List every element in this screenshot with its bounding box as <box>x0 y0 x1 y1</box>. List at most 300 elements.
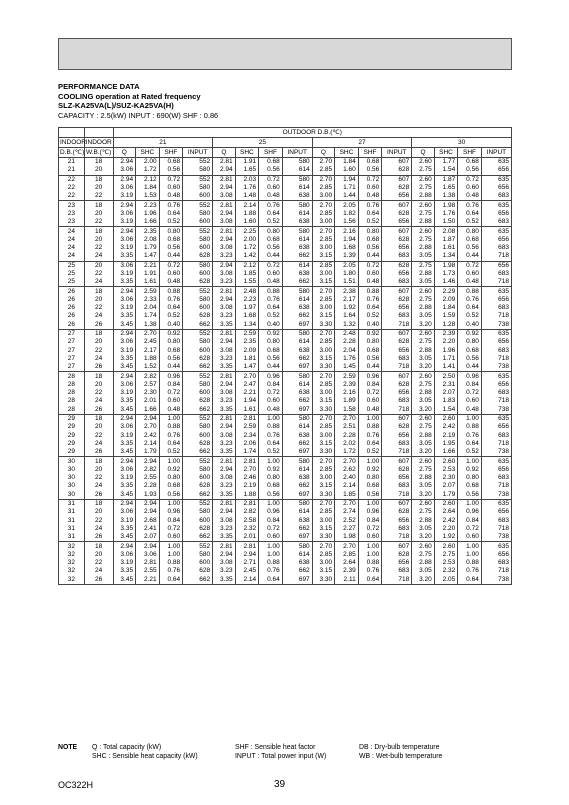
value-cell: 2.70 <box>312 542 334 551</box>
value-cell: 3.06 <box>113 184 135 192</box>
value-cell: 628 <box>382 296 412 304</box>
value-cell: 1.00 <box>259 414 283 423</box>
value-cell: 614 <box>282 261 312 270</box>
note-shc: SHC : Sensible heat capacity (kW) <box>92 753 198 760</box>
value-cell: 3.15 <box>312 312 334 320</box>
value-cell: 1.72 <box>136 166 160 175</box>
value-cell: 718 <box>481 252 511 261</box>
value-cell: 0.72 <box>159 525 183 533</box>
wb-cell: 18 <box>84 542 113 551</box>
wb-cell: 26 <box>84 448 113 457</box>
value-cell: 0.96 <box>358 372 382 381</box>
value-cell: 2.38 <box>335 287 359 296</box>
value-cell: 0.56 <box>259 355 283 363</box>
db-cell: 28 <box>59 381 85 389</box>
value-cell: 0.88 <box>458 559 482 567</box>
value-cell: 1.72 <box>335 448 359 457</box>
value-cell: 607 <box>382 287 412 296</box>
value-cell: 2.60 <box>434 457 458 466</box>
value-cell: 580 <box>183 184 213 192</box>
value-cell: 2.94 <box>113 329 135 338</box>
value-cell: 1.00 <box>159 457 183 466</box>
db-cell: 23 <box>59 201 85 210</box>
model-name: SLZ-KA25VA(L)/SUZ-KA25VA(H) <box>58 101 174 111</box>
value-cell: 718 <box>382 321 412 330</box>
wb-cell: 24 <box>84 252 113 261</box>
value-cell: 3.15 <box>312 278 334 287</box>
value-cell: 0.52 <box>358 312 382 320</box>
value-cell: 718 <box>382 576 412 585</box>
value-cell: 635 <box>481 227 511 236</box>
value-cell: 1.94 <box>235 397 259 405</box>
wb-cell: 18 <box>84 414 113 423</box>
value-cell: 0.52 <box>159 448 183 457</box>
table-row <box>59 312 512 320</box>
value-cell: 683 <box>481 474 511 482</box>
wb-cell: 18 <box>84 499 113 508</box>
value-cell: 635 <box>481 158 511 167</box>
table-row <box>59 440 512 448</box>
wb-cell: 20 <box>84 166 113 175</box>
value-cell: 3.35 <box>213 363 235 372</box>
db-cell: 29 <box>59 423 85 431</box>
value-cell: 3.35 <box>113 482 135 490</box>
value-cell: 3.20 <box>412 448 434 457</box>
value-cell: 628 <box>382 184 412 192</box>
table-row <box>59 363 512 372</box>
value-cell: 3.35 <box>113 355 135 363</box>
value-cell: 2.81 <box>213 175 235 184</box>
value-cell: 2.75 <box>412 508 434 516</box>
value-cell: 2.09 <box>235 347 259 355</box>
value-cell: 600 <box>183 270 213 278</box>
value-cell: 0.64 <box>159 576 183 585</box>
wb-cell: 24 <box>84 355 113 363</box>
db-cell: 32 <box>59 559 85 567</box>
value-cell: 3.23 <box>213 482 235 490</box>
value-cell: 2.01 <box>136 397 160 405</box>
value-cell: 1.00 <box>458 551 482 559</box>
value-cell: 2.75 <box>412 236 434 244</box>
value-cell: 1.87 <box>434 236 458 244</box>
value-cell: 580 <box>183 210 213 218</box>
value-cell: 1.59 <box>434 312 458 320</box>
value-cell: 1.71 <box>335 184 359 192</box>
value-cell: 1.83 <box>434 397 458 405</box>
value-cell: 628 <box>382 381 412 389</box>
value-cell: 718 <box>382 406 412 415</box>
value-cell: 580 <box>183 551 213 559</box>
value-cell: 1.60 <box>235 218 259 227</box>
value-cell: 2.81 <box>213 372 235 381</box>
value-cell: 0.52 <box>458 448 482 457</box>
value-cell: 718 <box>481 355 511 363</box>
value-cell: 1.00 <box>159 414 183 423</box>
db-cell: 30 <box>59 466 85 474</box>
value-cell: 662 <box>183 406 213 415</box>
value-cell: 0.56 <box>159 491 183 500</box>
value-cell: 3.35 <box>113 440 135 448</box>
value-cell: 628 <box>183 567 213 575</box>
value-cell: 3.45 <box>113 448 135 457</box>
value-cell: 3.23 <box>213 252 235 261</box>
value-cell: 683 <box>481 304 511 312</box>
value-cell: 3.45 <box>113 321 135 330</box>
value-cell: 2.85 <box>335 551 359 559</box>
value-cell: 3.19 <box>113 270 135 278</box>
value-cell: 0.60 <box>159 184 183 192</box>
value-cell: 1.96 <box>136 210 160 218</box>
value-cell: 3.08 <box>213 192 235 201</box>
value-cell: 2.04 <box>136 304 160 312</box>
value-cell: 2.07 <box>136 533 160 542</box>
value-cell: 2.81 <box>235 499 259 508</box>
value-cell: 1.39 <box>335 252 359 261</box>
wb-cell: 22 <box>84 304 113 312</box>
value-cell: 3.20 <box>412 321 434 330</box>
value-cell: 2.20 <box>434 338 458 346</box>
value-cell: 0.40 <box>159 321 183 330</box>
value-cell: 635 <box>481 175 511 184</box>
db-cell: 32 <box>59 551 85 559</box>
value-cell: 580 <box>282 329 312 338</box>
value-cell: 0.76 <box>159 432 183 440</box>
header-row-temps <box>59 138 512 148</box>
value-cell: 697 <box>282 576 312 585</box>
db-cell: 30 <box>59 491 85 500</box>
value-cell: 0.80 <box>159 474 183 482</box>
value-cell: 2.39 <box>335 567 359 575</box>
value-cell: 2.19 <box>235 482 259 490</box>
table-row <box>59 466 512 474</box>
value-cell: 1.00 <box>358 414 382 423</box>
value-cell: 580 <box>183 296 213 304</box>
value-cell: 662 <box>282 278 312 287</box>
value-cell: 1.94 <box>335 175 359 184</box>
db-cell: 30 <box>59 482 85 490</box>
value-cell: 0.96 <box>458 508 482 516</box>
col-header-shc: SHC <box>235 148 259 158</box>
db-cell: 22 <box>59 175 85 184</box>
value-cell: 2.88 <box>412 516 434 524</box>
table-row <box>59 252 512 261</box>
wb-cell: 22 <box>84 347 113 355</box>
value-cell: 3.20 <box>412 406 434 415</box>
value-cell: 0.48 <box>458 278 482 287</box>
value-cell: 2.85 <box>312 184 334 192</box>
value-cell: 656 <box>382 516 412 524</box>
value-cell: 3.06 <box>113 466 135 474</box>
value-cell: 0.60 <box>358 270 382 278</box>
value-cell: 635 <box>481 372 511 381</box>
value-cell: 552 <box>183 287 213 296</box>
value-cell: 2.74 <box>335 508 359 516</box>
value-cell: 2.12 <box>136 175 160 184</box>
value-cell: 3.19 <box>113 218 135 227</box>
value-cell: 1.55 <box>235 278 259 287</box>
note-q: Q : Total capacity (kW) <box>92 744 162 751</box>
value-cell: 0.72 <box>358 175 382 184</box>
value-cell: 2.70 <box>335 457 359 466</box>
value-cell: 2.21 <box>136 261 160 270</box>
value-cell: 2.85 <box>312 551 334 559</box>
value-cell: 3.00 <box>312 474 334 482</box>
db-cell: 24 <box>59 244 85 252</box>
value-cell: 3.30 <box>312 576 334 585</box>
value-cell: 3.05 <box>412 397 434 405</box>
value-cell: 607 <box>382 227 412 236</box>
col-header-shf: SHF <box>458 148 482 158</box>
value-cell: 628 <box>183 355 213 363</box>
value-cell: 3.05 <box>412 252 434 261</box>
table-row <box>59 499 512 508</box>
value-cell: 2.70 <box>235 466 259 474</box>
value-cell: 2.51 <box>335 423 359 431</box>
value-cell: 607 <box>382 175 412 184</box>
value-cell: 0.76 <box>358 201 382 210</box>
value-cell: 0.80 <box>358 474 382 482</box>
value-cell: 2.23 <box>235 296 259 304</box>
value-cell: 1.00 <box>259 542 283 551</box>
value-cell: 0.80 <box>458 227 482 236</box>
col-header-q: Q <box>412 148 434 158</box>
value-cell: 2.45 <box>136 338 160 346</box>
value-cell: 2.39 <box>335 381 359 389</box>
value-cell: 3.08 <box>213 474 235 482</box>
db-cell: 29 <box>59 440 85 448</box>
value-cell: 0.64 <box>259 576 283 585</box>
value-cell: 3.15 <box>312 252 334 261</box>
value-cell: 656 <box>382 244 412 252</box>
value-cell: 1.34 <box>434 252 458 261</box>
value-cell: 635 <box>481 414 511 423</box>
value-cell: 0.88 <box>259 423 283 431</box>
value-cell: 0.96 <box>358 508 382 516</box>
value-cell: 2.81 <box>235 457 259 466</box>
value-cell: 0.88 <box>159 423 183 431</box>
value-cell: 1.76 <box>235 184 259 192</box>
value-cell: 3.15 <box>312 397 334 405</box>
value-cell: 2.35 <box>235 338 259 346</box>
value-cell: 2.85 <box>312 338 334 346</box>
table-row <box>59 414 512 423</box>
value-cell: 1.00 <box>458 457 482 466</box>
value-cell: 2.81 <box>213 542 235 551</box>
value-cell: 2.50 <box>434 372 458 381</box>
value-cell: 0.72 <box>159 389 183 397</box>
value-cell: 638 <box>282 516 312 524</box>
value-cell: 635 <box>481 287 511 296</box>
value-cell: 3.35 <box>113 312 135 320</box>
value-cell: 683 <box>382 440 412 448</box>
value-cell: 2.94 <box>213 551 235 559</box>
value-cell: 2.70 <box>136 423 160 431</box>
wb-cell: 20 <box>84 210 113 218</box>
db-cell: 28 <box>59 397 85 405</box>
value-cell: 2.60 <box>412 201 434 210</box>
table-row <box>59 542 512 551</box>
note-wb: WB : Wet-bulb temperature <box>359 753 443 760</box>
header-row-outdoor <box>59 128 512 138</box>
value-cell: 2.88 <box>412 559 434 567</box>
value-cell: 552 <box>183 457 213 466</box>
value-cell: 3.06 <box>113 423 135 431</box>
value-cell: 0.64 <box>458 304 482 312</box>
value-cell: 2.88 <box>412 270 434 278</box>
value-cell: 2.60 <box>412 158 434 167</box>
value-cell: 2.94 <box>213 381 235 389</box>
value-cell: 600 <box>183 516 213 524</box>
value-cell: 0.56 <box>259 244 283 252</box>
value-cell: 552 <box>183 329 213 338</box>
value-cell: 718 <box>382 533 412 542</box>
value-cell: 600 <box>183 559 213 567</box>
db-cell: 24 <box>59 236 85 244</box>
value-cell: 607 <box>382 414 412 423</box>
value-cell: 580 <box>183 466 213 474</box>
value-cell: 2.02 <box>335 440 359 448</box>
indoor-header: INDOOR <box>85 139 112 146</box>
value-cell: 0.48 <box>259 406 283 415</box>
value-cell: 0.40 <box>358 321 382 330</box>
col-header-shf: SHF <box>358 148 382 158</box>
value-cell: 2.85 <box>312 166 334 175</box>
value-cell: 3.06 <box>113 210 135 218</box>
db-cell: 22 <box>59 192 85 201</box>
value-cell: 3.05 <box>412 482 434 490</box>
value-cell: 2.45 <box>235 567 259 575</box>
value-cell: 2.40 <box>335 474 359 482</box>
value-cell: 3.35 <box>213 406 235 415</box>
value-cell: 0.96 <box>159 372 183 381</box>
table-row <box>59 559 512 567</box>
value-cell: 3.00 <box>312 516 334 524</box>
indoor-header: INDOOR <box>60 139 86 146</box>
value-cell: 580 <box>282 227 312 236</box>
value-cell: 0.76 <box>458 567 482 575</box>
wb-column-header: W.B.(℃) <box>85 149 112 156</box>
value-cell: 607 <box>382 499 412 508</box>
header-block <box>58 82 218 120</box>
document-code: OC322H <box>58 780 94 790</box>
wb-cell: 26 <box>84 491 113 500</box>
value-cell: 1.88 <box>235 210 259 218</box>
table-row <box>59 525 512 533</box>
table-row <box>59 210 512 218</box>
value-cell: 638 <box>282 559 312 567</box>
value-cell: 656 <box>481 508 511 516</box>
value-cell: 1.89 <box>335 397 359 405</box>
db-cell: 26 <box>59 304 85 312</box>
value-cell: 0.84 <box>358 516 382 524</box>
wb-cell: 18 <box>84 329 113 338</box>
value-cell: 3.08 <box>213 516 235 524</box>
value-cell: 0.68 <box>458 482 482 490</box>
value-cell: 662 <box>282 312 312 320</box>
value-cell: 3.06 <box>113 166 135 175</box>
value-cell: 0.72 <box>358 525 382 533</box>
value-cell: 0.80 <box>159 338 183 346</box>
db-cell: 29 <box>59 448 85 457</box>
value-cell: 2.94 <box>113 201 135 210</box>
value-cell: 2.70 <box>312 158 334 167</box>
value-cell: 0.80 <box>358 227 382 236</box>
value-cell: 0.76 <box>358 296 382 304</box>
value-cell: 738 <box>481 448 511 457</box>
value-cell: 1.32 <box>335 321 359 330</box>
value-cell: 683 <box>481 192 511 201</box>
value-cell: 0.76 <box>159 296 183 304</box>
value-cell: 0.68 <box>259 236 283 244</box>
value-cell: 0.80 <box>358 338 382 346</box>
value-cell: 0.76 <box>259 432 283 440</box>
value-cell: 1.74 <box>235 448 259 457</box>
value-cell: 3.35 <box>113 525 135 533</box>
value-cell: 0.56 <box>259 491 283 500</box>
table-row <box>59 482 512 490</box>
value-cell: 0.80 <box>458 338 482 346</box>
value-cell: 3.06 <box>113 338 135 346</box>
value-cell: 3.15 <box>312 482 334 490</box>
table-row <box>59 576 512 585</box>
db-cell: 28 <box>59 372 85 381</box>
value-cell: 0.68 <box>358 482 382 490</box>
value-cell: 1.65 <box>434 184 458 192</box>
value-cell: 1.00 <box>159 542 183 551</box>
value-cell: 628 <box>183 525 213 533</box>
value-cell: 2.75 <box>412 551 434 559</box>
value-cell: 2.14 <box>235 576 259 585</box>
value-cell: 0.52 <box>259 312 283 320</box>
note-shf: SHF : Sensible heat factor <box>235 744 316 751</box>
value-cell: 662 <box>282 397 312 405</box>
value-cell: 0.92 <box>259 466 283 474</box>
value-cell: 2.27 <box>335 525 359 533</box>
value-cell: 3.23 <box>213 567 235 575</box>
value-cell: 3.00 <box>312 270 334 278</box>
value-cell: 2.00 <box>136 158 160 167</box>
value-cell: 1.42 <box>235 252 259 261</box>
value-cell: 2.70 <box>335 414 359 423</box>
value-cell: 0.72 <box>358 389 382 397</box>
value-cell: 3.23 <box>213 355 235 363</box>
value-cell: 3.19 <box>113 389 135 397</box>
outdoor-temp-header: 25 <box>213 138 313 148</box>
value-cell: 2.14 <box>136 440 160 448</box>
value-cell: 580 <box>282 201 312 210</box>
value-cell: 0.60 <box>259 533 283 542</box>
value-cell: 600 <box>183 244 213 252</box>
wb-cell: 20 <box>84 551 113 559</box>
value-cell: 2.30 <box>136 389 160 397</box>
value-cell: 580 <box>282 372 312 381</box>
value-cell: 607 <box>382 201 412 210</box>
value-cell: 0.44 <box>358 363 382 372</box>
value-cell: 1.54 <box>434 406 458 415</box>
value-cell: 2.81 <box>213 158 235 167</box>
value-cell: 600 <box>183 432 213 440</box>
value-cell: 2.05 <box>434 576 458 585</box>
value-cell: 656 <box>481 236 511 244</box>
value-cell: 2.88 <box>412 244 434 252</box>
value-cell: 683 <box>481 244 511 252</box>
value-cell: 2.81 <box>213 227 235 236</box>
value-cell: 2.35 <box>136 227 160 236</box>
value-cell: 2.68 <box>136 516 160 524</box>
value-cell: 2.94 <box>113 499 135 508</box>
value-cell: 2.64 <box>335 559 359 567</box>
wb-cell: 26 <box>84 363 113 372</box>
